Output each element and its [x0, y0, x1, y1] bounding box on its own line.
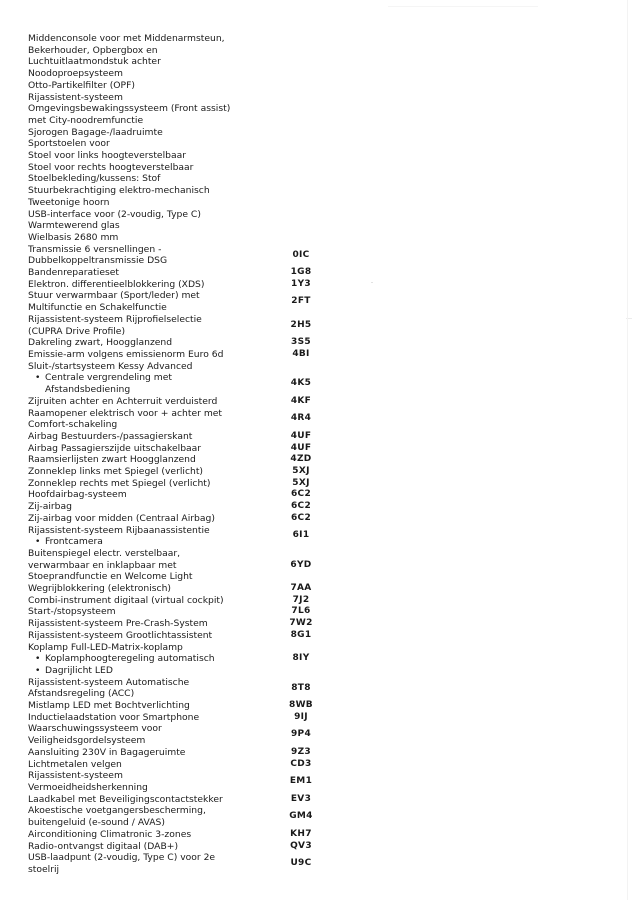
option-row — [28, 677, 328, 700]
option-row — [28, 852, 328, 875]
option-text: Rijassistent-systeem Rijbaanassistentie — [28, 524, 210, 536]
option-description — [28, 677, 276, 700]
bullet-text: Frontcamera — [45, 536, 103, 548]
option-text: Buitenspiegel electr. verstelbaar, — [28, 547, 181, 559]
option-row — [28, 618, 328, 630]
option-row — [28, 279, 328, 291]
option-row — [28, 489, 328, 501]
option-description — [28, 314, 276, 337]
option-code: 9IJ — [294, 711, 308, 722]
option-description — [28, 396, 276, 408]
option-text: Emissie-arm volgens emissienorm Euro 6d — [28, 348, 224, 360]
option-text: Zijruiten achter en Achterruit verduisterd — [28, 395, 218, 407]
option-code: 4ZD — [290, 454, 312, 465]
option-text: Afstandsregeling (ACC) — [28, 688, 135, 700]
equipment-line: Stoelbekleding/kussens: Stof — [28, 173, 161, 185]
option-row — [28, 723, 328, 746]
bullet-text: Koplamphoogteregeling automatisch — [45, 653, 215, 665]
option-row — [28, 478, 328, 490]
option-text: Mistlamp LED met Bochtverlichting — [28, 700, 190, 712]
option-text: Akoestische voetgangersbescherming, — [28, 805, 206, 817]
option-code: 6I1 — [292, 530, 310, 541]
option-row — [28, 290, 328, 313]
equipment-line: Stuurbekrachtiging elektro-mechanisch — [28, 185, 210, 197]
option-row — [28, 267, 328, 279]
option-row — [28, 513, 328, 525]
option-row — [28, 630, 328, 642]
equipment-line: Sportstoelen voor — [28, 138, 110, 150]
option-code: 8G1 — [290, 629, 312, 640]
option-description — [28, 361, 276, 373]
option-row — [28, 454, 328, 466]
option-text: Airbag Passagierszijde uitschakelbaar — [28, 442, 202, 454]
option-code: 6C2 — [290, 489, 312, 500]
option-bullet: • Koplamphoogteregeling automatisch — [35, 653, 215, 665]
option-description — [28, 759, 276, 771]
equipment-line: Stoel voor rechts hoogteverstelbaar — [28, 161, 194, 173]
option-description — [28, 337, 276, 349]
option-code: QV3 — [290, 840, 312, 851]
option-text: Veiligheidsgordelsysteem — [28, 735, 146, 747]
option-row — [28, 314, 328, 337]
option-text: Raamsierlijsten zwart Hoogglanzend — [28, 454, 196, 466]
equipment-line: Bekerhouder, Opbergbox en — [28, 44, 158, 56]
option-code: 2H5 — [290, 319, 312, 330]
option-code: 4KF — [290, 395, 312, 406]
option-text: USB-laadpunt (2-voudig, Type C) voor 2e — [28, 852, 216, 864]
option-text: Inductielaadstation voor Smartphone — [28, 711, 200, 723]
option-row — [28, 361, 328, 373]
option-code: 4UF — [290, 442, 312, 453]
page-edge — [627, 0, 628, 900]
option-code: 7J2 — [292, 594, 310, 605]
scan-speck — [371, 282, 373, 283]
option-text: Transmissie 6 versnellingen - — [28, 243, 162, 255]
option-text: Stoeprandfunctie en Welcome Light — [28, 571, 193, 583]
option-text: Zij-airbag voor midden (Centraal Airbag) — [28, 512, 215, 524]
option-code: 7W2 — [289, 618, 313, 629]
option-code: 8WB — [289, 700, 313, 711]
option-code: EM1 — [289, 776, 313, 787]
option-description — [28, 290, 276, 313]
option-description — [28, 244, 276, 267]
standard-equipment-block — [28, 33, 328, 244]
option-code: 0IC — [292, 249, 310, 260]
option-text: verwarmbaar en inklapbaar met — [28, 559, 177, 571]
option-row — [28, 244, 328, 267]
option-row — [28, 606, 328, 618]
option-row — [28, 642, 328, 677]
option-text: Rijassistent-systeem Rijprofielselectie — [28, 313, 202, 325]
option-row — [28, 431, 328, 443]
option-description — [28, 372, 276, 395]
option-row — [28, 443, 328, 455]
equipment-line: Wielbasis 2680 mm — [28, 231, 119, 243]
option-code: 9Z3 — [291, 746, 311, 757]
option-text: Radio-ontvangst digitaal (DAB+) — [28, 840, 179, 852]
option-text: Vermoeidheidsherkenning — [28, 782, 148, 793]
option-row — [28, 501, 328, 513]
option-row — [28, 770, 328, 793]
option-text: Lichtmetalen velgen — [28, 758, 122, 770]
option-code: 8IY — [292, 653, 310, 664]
equipment-list — [28, 33, 328, 876]
equipment-line: Stoel voor links hoogteverstelbaar — [28, 150, 186, 162]
equipment-line: Rijassistent-systeem — [28, 91, 123, 103]
option-row — [28, 525, 328, 548]
option-description — [28, 770, 276, 793]
equipment-line: Tweetonige hoorn — [28, 196, 110, 208]
option-description — [28, 501, 276, 513]
bullet-text: Centrale vergrendeling met — [45, 372, 172, 384]
equipment-line: Omgevingsbewakingssysteem (Front assist) — [28, 103, 231, 115]
equipment-line: Warmtewerend glas — [28, 220, 120, 232]
option-text: Waarschuwingssysteem voor — [28, 723, 162, 735]
option-code: 6C2 — [290, 512, 312, 523]
equipment-line: Noodoproepsysteem — [28, 68, 123, 80]
option-description — [28, 466, 276, 478]
option-text: Rijassistent-systeem Automatische — [28, 676, 190, 688]
option-code: 7AA — [290, 583, 312, 594]
option-text: Sluit-/startsysteem Kessy Advanced — [28, 360, 193, 372]
option-description — [28, 630, 276, 642]
equipment-line: USB-interface voor (2-voudig, Type C) — [28, 208, 201, 220]
option-text: Raamopener elektrisch voor + achter met — [28, 407, 223, 419]
option-text: buitengeluid (e-sound / AVAS) — [28, 817, 165, 829]
option-text: Wegrijblokkering (elektronisch) — [28, 583, 171, 595]
option-text: (CUPRA Drive Profile) — [28, 325, 126, 337]
option-text: Elektron. differentieelblokkering (XDS) — [28, 278, 205, 290]
option-description — [28, 712, 276, 724]
option-text: Combi-instrument digitaal (virtual cockpit) — [28, 594, 224, 606]
option-code: 1Y3 — [291, 278, 311, 289]
option-text: Comfort-schakeling — [28, 419, 118, 431]
option-text: Start-/stopsysteem — [28, 606, 116, 618]
option-code: 5XJ — [292, 466, 310, 477]
option-text: Koplamp Full-LED-Matrix-koplamp — [28, 641, 183, 653]
option-code: 2FT — [291, 296, 311, 307]
option-text: Airbag Bestuurders-/passagierskant — [28, 430, 193, 442]
option-row — [28, 700, 328, 712]
option-description — [28, 267, 276, 279]
option-bullet: • Dagrijlicht LED — [35, 664, 113, 676]
option-code: 4R4 — [290, 413, 312, 424]
option-text: Laadkabel met Beveiligingscontactstekker — [28, 793, 223, 805]
option-description — [28, 700, 276, 712]
option-description — [28, 829, 276, 841]
option-row — [28, 595, 328, 607]
option-code: 4BI — [292, 348, 310, 359]
option-description — [28, 747, 276, 759]
option-description — [28, 642, 276, 677]
option-code: EV3 — [290, 793, 312, 804]
option-bullet: • Centrale vergrendeling met — [35, 372, 172, 384]
option-row — [28, 829, 328, 841]
option-description — [28, 852, 276, 875]
option-code: U9C — [290, 858, 312, 869]
option-description — [28, 841, 276, 853]
option-text: Aansluiting 230V in Bagageruimte — [28, 746, 186, 758]
option-code: 4K5 — [290, 378, 312, 389]
option-description — [28, 723, 276, 746]
option-text: Zij-airbag — [28, 501, 72, 513]
option-code: 8T8 — [291, 682, 311, 693]
option-code: GM4 — [289, 811, 313, 822]
option-text: Multifunctie en Schakelfunctie — [28, 302, 167, 314]
option-codes-block — [28, 244, 328, 876]
option-row — [28, 372, 328, 395]
option-row — [28, 759, 328, 771]
option-code: 3S5 — [291, 337, 311, 348]
option-description — [28, 349, 276, 361]
option-text: Bandenreparatieset — [28, 267, 120, 279]
option-description — [28, 489, 276, 501]
option-description — [28, 805, 276, 828]
scan-artifact-top — [388, 6, 538, 7]
bullet-text: Dagrijlicht LED — [45, 664, 113, 676]
option-code: 9P4 — [290, 729, 312, 740]
option-row — [28, 583, 328, 595]
option-text: Rijassistent-systeem Pre-Crash-System — [28, 618, 208, 630]
option-row — [28, 548, 328, 583]
option-description — [28, 595, 276, 607]
option-row — [28, 841, 328, 853]
option-code: 5XJ — [292, 477, 310, 488]
option-row — [28, 408, 328, 431]
option-description — [28, 794, 276, 806]
option-description — [28, 443, 276, 455]
option-text: Hoofdairbag-systeem — [28, 489, 127, 501]
option-description — [28, 408, 276, 431]
equipment-line: Otto-Partikelfilter (OPF) — [28, 79, 135, 91]
option-text: Dubbelkoppeltransmissie DSG — [28, 255, 168, 267]
option-text: Dakreling zwart, Hoogglanzend — [28, 337, 173, 349]
option-row — [28, 466, 328, 478]
option-bullet: • Frontcamera — [35, 536, 103, 548]
option-text: Airconditioning Climatronic 3-zones — [28, 828, 192, 840]
option-description — [28, 618, 276, 630]
option-row — [28, 805, 328, 828]
option-description — [28, 279, 276, 291]
option-description — [28, 431, 276, 443]
option-description — [28, 478, 276, 490]
option-text: Zonneklep rechts met Spiegel (verlicht) — [28, 477, 211, 489]
option-text: Rijassistent-systeem — [28, 770, 123, 782]
equipment-line: Middenconsole voor met Middenarmsteun, — [28, 33, 225, 44]
option-text: Stuur verwarmbaar (Sport/leder) met — [28, 290, 200, 302]
option-code: 6C2 — [290, 501, 312, 512]
option-row — [28, 747, 328, 759]
option-row — [28, 337, 328, 349]
option-description — [28, 454, 276, 466]
equipment-line: met City-noodremfunctie — [28, 114, 144, 126]
option-row — [28, 712, 328, 724]
equipment-line: Luchtuitlaatmondstuk achter — [28, 56, 161, 68]
option-code: 1G8 — [290, 267, 312, 278]
option-code: 6YD — [290, 559, 312, 570]
option-description — [28, 606, 276, 618]
option-description — [28, 548, 276, 583]
option-text: Rijassistent-systeem Grootlichtassistent — [28, 629, 213, 641]
option-row — [28, 396, 328, 408]
option-code: KH7 — [290, 828, 312, 839]
option-text: Zonneklep links met Spiegel (verlicht) — [28, 466, 204, 478]
bullet-continuation: Afstandsbediening — [45, 384, 131, 396]
option-text: stoelrij — [28, 863, 60, 875]
option-code: 4UF — [290, 430, 312, 441]
option-code: CD3 — [290, 758, 312, 769]
option-description — [28, 525, 276, 548]
option-row — [28, 349, 328, 361]
option-row — [28, 794, 328, 806]
option-description — [28, 583, 276, 595]
option-code: 7L6 — [291, 606, 311, 617]
option-description — [28, 513, 276, 525]
equipment-line: Sjorogen Bagage-/laadruimte — [28, 126, 163, 138]
